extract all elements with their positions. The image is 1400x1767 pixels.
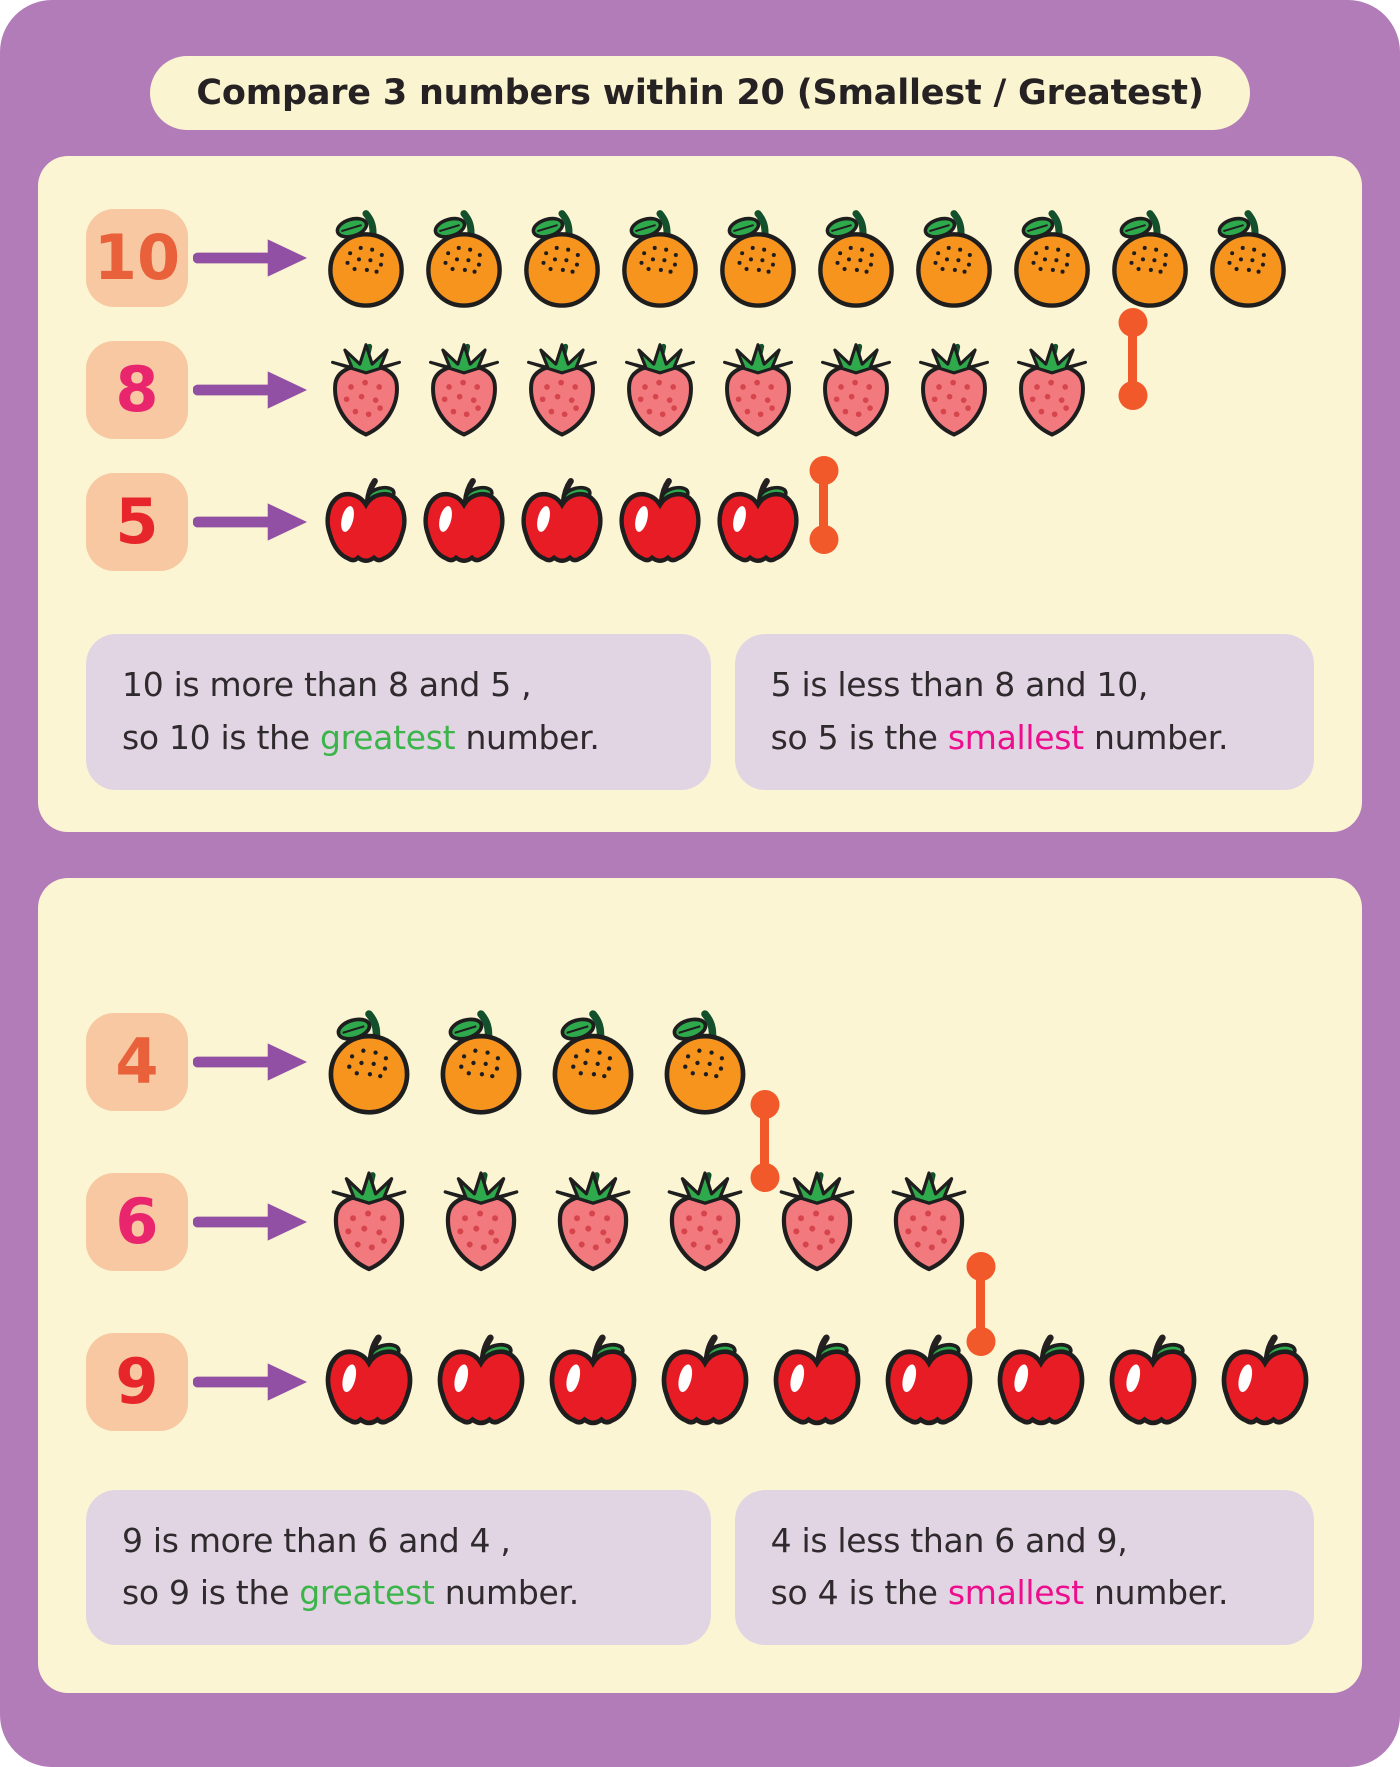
strawberry-icon [434,1169,528,1275]
note-line: 9 is more than 6 and 4 , [122,1520,511,1560]
strawberry-icon [1008,341,1096,440]
arrow-right-icon [193,500,311,544]
orange-icon [322,1009,416,1115]
strawberry-icon [420,341,508,440]
example-panel-1 [38,156,1362,832]
page-title: Compare 3 numbers within 20 (Smallest / Greatest) [196,73,1204,113]
fruit-group [322,1009,752,1115]
fruit-rows [86,982,1314,1462]
note-line: 4 is less than 6 and 9, [770,1520,1128,1560]
orange-icon [1008,209,1096,308]
fruit-group [322,473,802,572]
strawberry-icon [910,341,998,440]
number-badge [86,473,188,571]
number-badge [86,1013,188,1111]
fruit-group [322,1329,1312,1435]
fruit-row [86,982,1314,1142]
keyword-smallest: smallest [947,1573,1084,1613]
strawberry-icon [882,1169,976,1275]
strawberry-icon [616,341,704,440]
number-badge [86,341,188,439]
greatest-note [86,634,711,790]
greatest-note [86,1490,711,1646]
note-line: so 9 is the greatest number. [122,1573,579,1613]
fruit-group [322,341,1096,440]
count-number: 6 [115,1184,159,1258]
fruit-row [86,1142,1314,1302]
orange-icon [518,209,606,308]
orange-icon [1106,209,1194,308]
arrow-right-icon [193,1360,311,1404]
strawberry-icon [812,341,900,440]
keyword-smallest: smallest [947,717,1084,757]
orange-icon [910,209,998,308]
apple-icon [770,1329,864,1435]
number-badge [86,1333,188,1431]
note-line: so 5 is the smallest number. [770,717,1229,757]
note-line: 5 is less than 8 and 10, [770,665,1149,704]
strawberry-icon [770,1169,864,1275]
arrow-right-icon [193,236,311,280]
orange-icon [434,1009,528,1115]
arrow [188,1200,316,1244]
apple-icon [420,473,508,572]
fruit-group [322,209,1292,308]
orange-icon [714,209,802,308]
arrow-right-icon [193,368,311,412]
arrow [188,1040,316,1084]
apple-icon [616,473,704,572]
orange-icon [812,209,900,308]
count-number: 4 [115,1024,159,1098]
count-number: 9 [115,1344,159,1418]
smallest-note [735,1490,1314,1646]
strawberry-icon [322,341,410,440]
strawberry-icon [714,341,802,440]
arrow-right-icon [193,1200,311,1244]
notes-row [86,634,1314,790]
note-line: so 10 is the greatest number. [122,717,600,757]
title-banner [150,56,1249,130]
note-line: so 4 is the smallest number. [770,1573,1229,1613]
orange-icon [420,209,508,308]
keyword-greatest: greatest [299,1573,435,1613]
orange-icon [1204,209,1292,308]
apple-icon [1106,1329,1200,1435]
fruit-row [86,456,1314,588]
note-line: 10 is more than 8 and 5 , [122,665,532,704]
arrow [188,500,316,544]
arrow [188,1360,316,1404]
apple-icon [882,1329,976,1435]
keyword-greatest: greatest [319,717,456,757]
apple-icon [518,473,606,572]
strawberry-icon [546,1169,640,1275]
apple-icon [434,1329,528,1435]
apple-icon [714,473,802,572]
orange-icon [322,209,410,308]
number-badge [86,209,188,307]
example-panel-2 [38,878,1362,1694]
smallest-note [735,634,1314,790]
arrow-right-icon [193,1040,311,1084]
count-link-marker [1128,322,1137,396]
apple-icon [994,1329,1088,1435]
fruit-row [86,1302,1314,1462]
apple-icon [322,1329,416,1435]
notes-row [86,1490,1314,1646]
strawberry-icon [322,1169,416,1275]
fruit-group [322,1169,976,1275]
apple-icon [1218,1329,1312,1435]
apple-icon [658,1329,752,1435]
strawberry-icon [658,1169,752,1275]
count-link-marker [819,470,828,540]
count-number: 5 [115,485,159,558]
strawberry-icon [518,341,606,440]
count-link-marker [760,1104,769,1178]
count-link-marker [976,1266,985,1342]
orange-icon [546,1009,640,1115]
number-badge [86,1173,188,1271]
fruit-row [86,192,1314,324]
apple-icon [322,473,410,572]
count-number: 10 [93,221,181,294]
orange-icon [658,1009,752,1115]
count-number: 8 [115,353,159,426]
orange-icon [616,209,704,308]
arrow [188,368,316,412]
apple-icon [546,1329,640,1435]
arrow [188,236,316,280]
